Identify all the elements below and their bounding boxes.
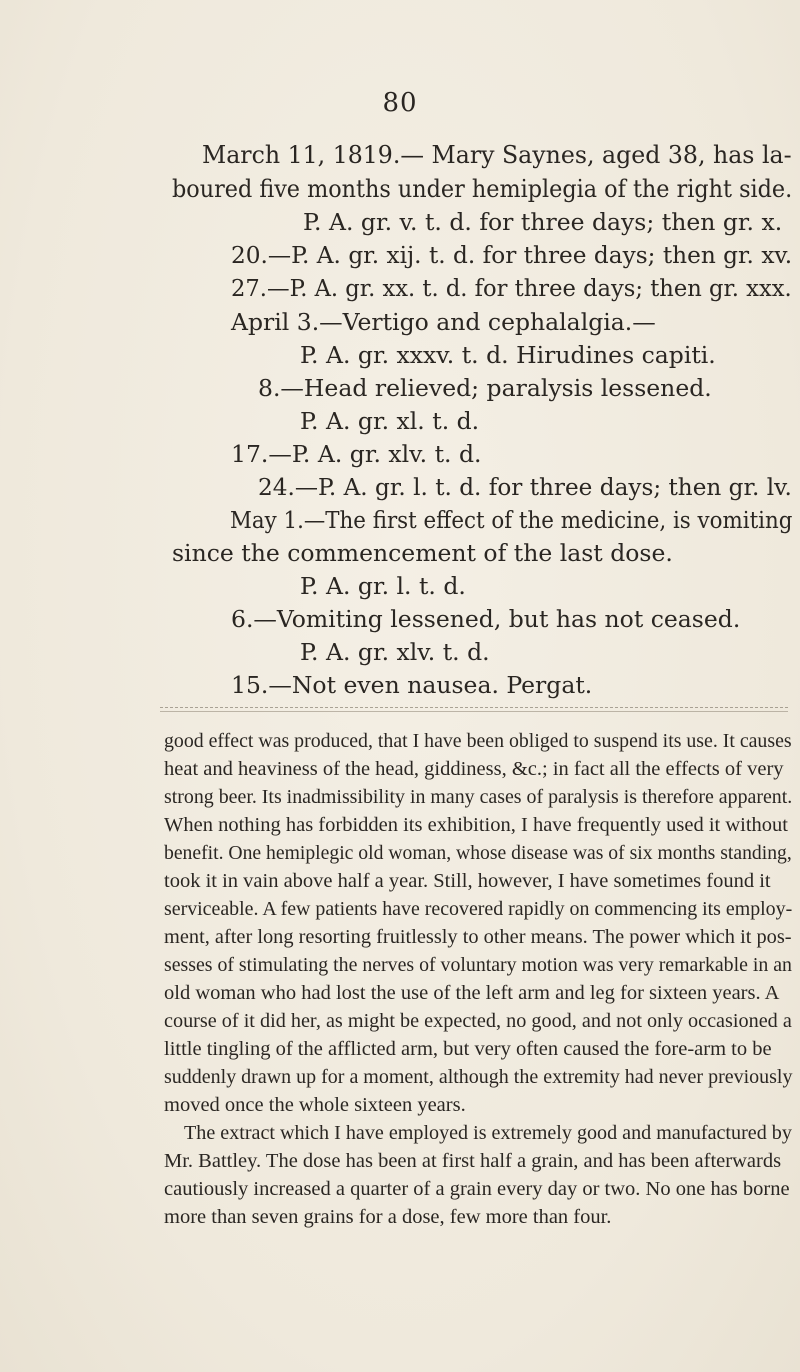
text-line: strong beer. Its inadmissibility in many cases of paralysis is therefore apparent. bbox=[164, 786, 793, 808]
text-line: cautiously increased a quarter of a grain every day or two. No one has borne bbox=[164, 1178, 790, 1200]
case-line: March 11, 1819.— Mary Saynes, aged 38, has la- bbox=[202, 141, 792, 169]
text-line: course of it did her, as might be expected, no good, and not only occasioned a bbox=[164, 1010, 792, 1032]
text-line: suddenly drawn up for a moment, although the extremity had never previously bbox=[164, 1066, 793, 1088]
text-line: good effect was produced, that I have been obliged to suspend its use. It causes bbox=[164, 730, 792, 752]
text-line: Mr. Battley. The dose has been at first half a grain, and has been afterwards bbox=[164, 1150, 782, 1172]
case-line: 6.—Vomiting lessened, but has not ceased. bbox=[231, 605, 741, 633]
case-line: April 3.—Vertigo and cephalalgia.— bbox=[231, 308, 656, 336]
text-line: ment, after long resorting fruitlessly to other means. The power which it pos- bbox=[164, 926, 792, 948]
case-line: P. A. gr. l. t. d. bbox=[300, 572, 466, 600]
case-line: 17.—P. A. gr. xlv. t. d. bbox=[231, 440, 482, 468]
case-notes bbox=[0, 130, 800, 699]
case-line: P. A. gr. xl. t. d. bbox=[300, 407, 480, 435]
case-line: P. A. gr. xlv. t. d. bbox=[300, 638, 490, 666]
text-line: moved once the whole sixteen years. bbox=[164, 1094, 466, 1116]
section-divider bbox=[160, 707, 788, 712]
text-line: little tingling of the afflicted arm, but very often caused the fore-arm to be bbox=[164, 1038, 772, 1060]
text-line: old woman who had lost the use of the left arm and leg for sixteen years. A bbox=[164, 982, 780, 1004]
text-line: The extract which I have employed is extremely good and manufactured by bbox=[184, 1122, 792, 1144]
text-line: sesses of stimulating the nerves of voluntary motion was very remarkable in an bbox=[164, 954, 792, 976]
commentary-text bbox=[0, 728, 800, 1348]
case-line: P. A. gr. xxxv. t. d. Hirudines capiti. bbox=[300, 341, 716, 369]
case-line: 15.—Not even nausea. Pergat. bbox=[231, 671, 593, 699]
case-line: 27.—P. A. gr. xx. t. d. for three days; then gr. xxx. bbox=[231, 274, 792, 302]
text-line: When nothing has forbidden its exhibition, I have frequently used it without bbox=[164, 814, 788, 836]
page-number: 80 bbox=[382, 88, 418, 118]
text-line: heat and heaviness of the head, giddiness, &c.; in fact all the effects of very bbox=[164, 758, 784, 780]
text-line: benefit. One hemiplegic old woman, whose disease was of six months standing, bbox=[164, 842, 792, 864]
text-line: serviceable. A few patients have recovered rapidly on commencing its employ- bbox=[164, 898, 793, 920]
text-line: more than seven grains for a dose, few more than four. bbox=[164, 1206, 612, 1228]
case-line: 20.—P. A. gr. xij. t. d. for three days; then gr. xv. bbox=[231, 241, 793, 269]
case-line: May 1.—The first effect of the medicine, is vomiting bbox=[230, 506, 793, 534]
case-line: since the commencement of the last dose. bbox=[172, 539, 673, 567]
case-line: 24.—P. A. gr. l. t. d. for three days; then gr. lv. bbox=[258, 473, 792, 501]
text-line: took it in vain above half a year. Still, however, I have sometimes found it bbox=[164, 870, 771, 892]
case-line: boured five months under hemiplegia of the right side. bbox=[172, 175, 793, 203]
case-line: P. A. gr. v. t. d. for three days; then gr. x. bbox=[303, 208, 783, 236]
case-line: 8.—Head relieved; paralysis lessened. bbox=[258, 374, 712, 402]
